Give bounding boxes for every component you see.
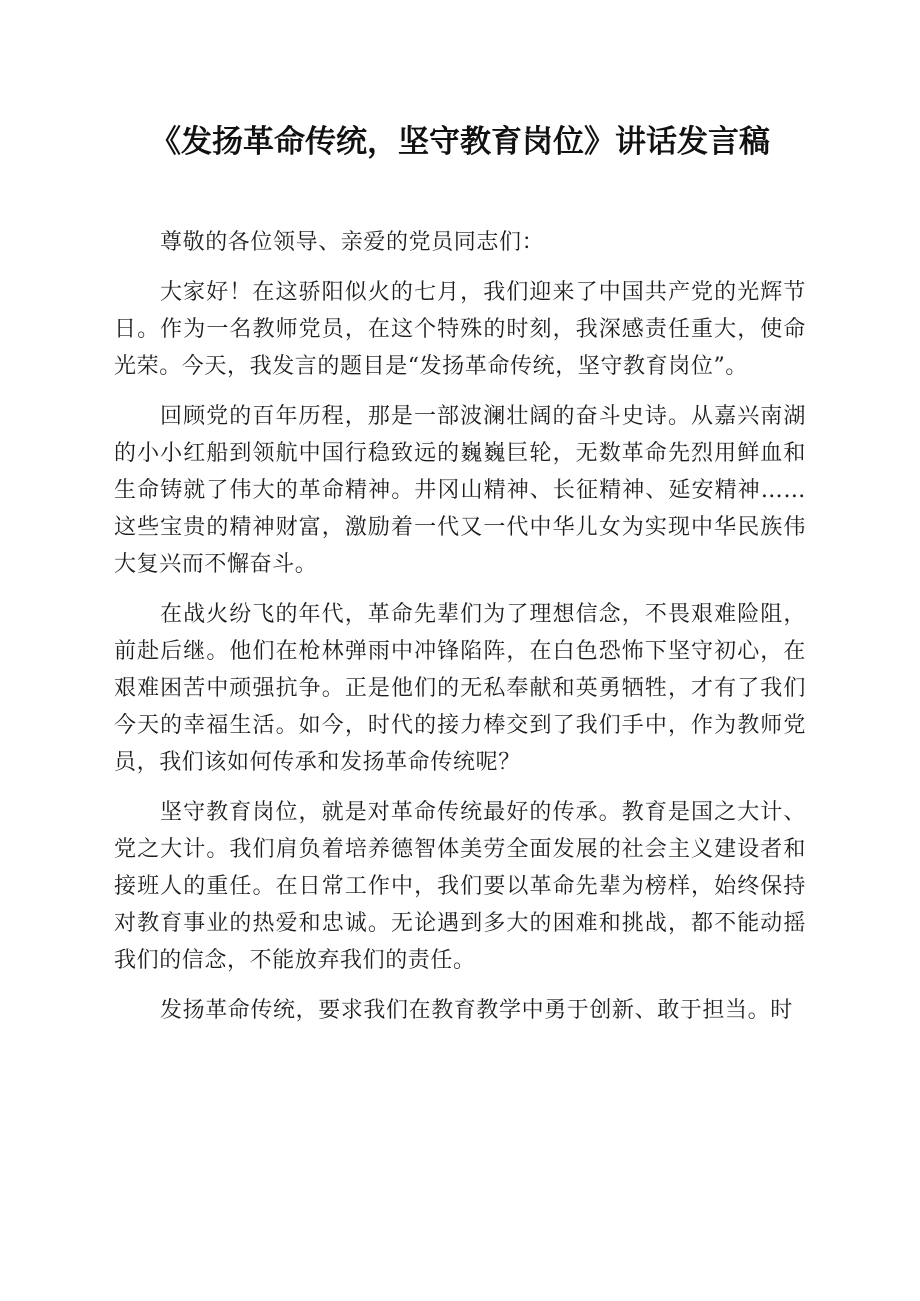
paragraph-salutation: 尊敬的各位领导、亲爱的党员同志们： [160,230,545,255]
paragraph-innovation: 发扬革命传统，要求我们在教育教学中勇于创新、敢于担当。时 [160,998,793,1023]
paragraph-war-years: 在战火纷飞的年代，革命先辈们为了理想信念，不畏艰难险阻，前赴后继。他们在枪林弹雨中冲锋陷阵，在白色恐怖下坚守初心，在艰难困苦中顽强抗争。正是他们的无私奉献和英勇牺牲，才有了我们今天的幸福生活。如今，时代的接力棒交到了我们手中，作为教师党员，我们该如何传承和发扬革命传统呢？ [114,602,806,775]
document-body [114,224,806,1042]
paragraph-history: 回顾党的百年历程，那是一部波澜壮阔的奋斗史诗。从嘉兴南湖的小小红船到领航中国行稳致远的巍巍巨轮，无数革命先烈用鲜血和生命铸就了伟大的革命精神。井冈山精神、长征精神、延安精神……这些宝贵的精神财富，激励着一代又一代中华儿女为实现中华民族伟大复兴而不懈奋斗。 [114,404,806,577]
document-title: 《发扬革命传统，坚守教育岗位》讲话发言稿 [150,124,770,160]
paragraph-greeting: 大家好！在这骄阳似火的七月，我们迎来了中国共产党的光辉节日。作为一名教师党员，在这个特殊的时刻，我深感责任重大，使命光荣。今天，我发言的题目是“发扬革命传统，坚守教育岗位”。 [114,280,806,379]
paragraph-education-post: 坚守教育岗位，就是对革命传统最好的传承。教育是国之大计、党之大计。我们肩负着培养德智体美劳全面发展的社会主义建设者和接班人的重任。在日常工作中，我们要以革命先辈为榜样，始终保持对教育事业的热爱和忠诚。无论遇到多大的困难和挑战，都不能动摇我们的信念，不能放弃我们的责任。 [114,800,806,973]
